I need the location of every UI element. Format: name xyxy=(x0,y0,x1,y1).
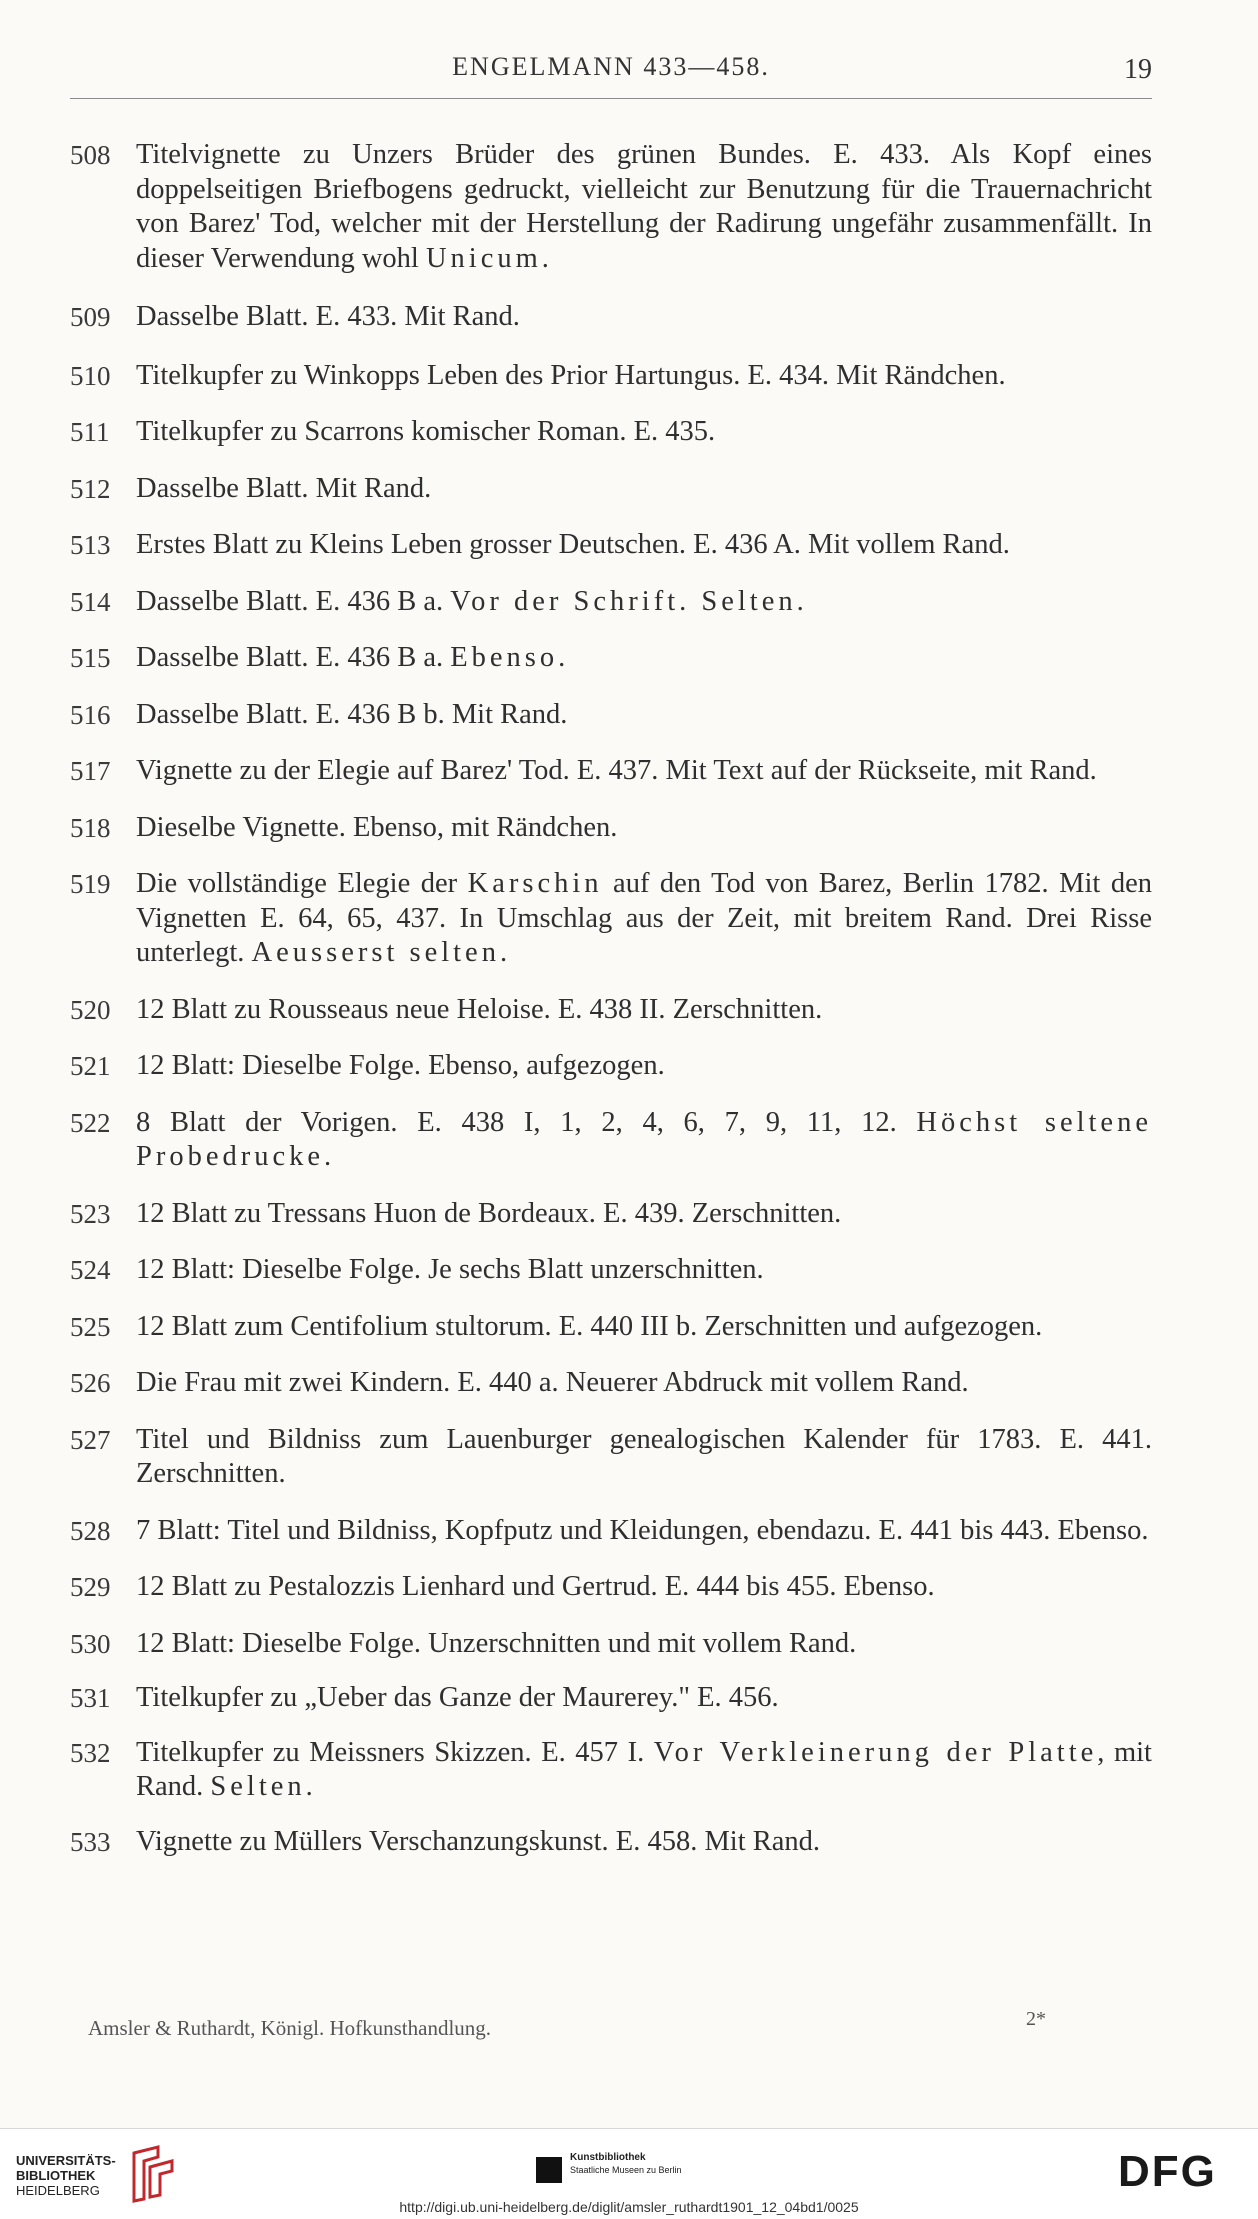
entry-text-part: 12 Blatt: Dieselbe Folge. Unzerschnitten und mit vollem Rand. xyxy=(136,1627,857,1659)
entry-text-part: Titelkupfer zu Scarrons komischer Roman. E. 435. xyxy=(136,416,716,447)
catalog-entry xyxy=(70,585,1152,620)
permalink-url[interactable]: http://digi.ub.uni-heidelberg.de/diglit/amsler_ruthardt1901_12_04bd1/0025 xyxy=(399,2199,859,2215)
catalog-entry xyxy=(70,641,1152,676)
library-emblem-icon xyxy=(128,2145,178,2203)
page-number: 19 xyxy=(1124,54,1152,85)
catalog-entry xyxy=(70,1366,1152,1401)
entry-text-part: 12 Blatt zum Centifolium stultorum. E. 440 III b. Zerschnitten und aufgezogen. xyxy=(136,1310,1043,1342)
emphasis-text: Höchst seltene Probedrucke xyxy=(136,1106,1152,1172)
entry-number: 524 xyxy=(70,1255,111,1285)
catalog-entry xyxy=(70,1049,1152,1084)
entry-text xyxy=(136,1367,969,1398)
kunstbibliothek-icon xyxy=(536,2157,562,2183)
entry-text xyxy=(136,1826,820,1857)
entry-text-part: 12 Blatt: Dieselbe Folge. Ebenso, aufgezogen. xyxy=(136,1050,665,1081)
catalog-entry xyxy=(70,1197,1152,1232)
entry-text xyxy=(136,1050,665,1081)
entry-number: 517 xyxy=(70,756,111,786)
university-library-name xyxy=(16,2153,136,2198)
dfg-logo[interactable]: DFG xyxy=(1118,2147,1217,2196)
entry-text xyxy=(136,1107,1152,1173)
entry-text-part: 12 Blatt zu Rousseaus neue Heloise. E. 438 II. Zerschnitten. xyxy=(136,993,823,1025)
entry-text xyxy=(136,1682,779,1713)
entry-text xyxy=(136,1571,935,1602)
entry-text-part: , mit Rand. xyxy=(136,1736,1152,1802)
entry-text-part: . xyxy=(305,1771,313,1802)
catalog-entry xyxy=(70,415,1152,450)
entry-text-part: Erstes Blatt zu Kleins Leben grosser Deutschen. E. 436 A. Mit vollem Rand. xyxy=(136,529,1010,560)
entry-text-part: Titelvignette zu Unzers Brüder des grünen Bundes. E. 433. Als Kopf eines doppelseitigen Briefbogens gedruckt, vielleicht zur Benutzung für die Trauernachricht von Barez' Tod, welcher mit der Herstellung der Radirung ungefähr zusammenfällt. In dieser Verwendung wohl xyxy=(136,139,1152,274)
entry-number: 514 xyxy=(70,586,111,617)
catalog-entry xyxy=(70,754,1152,789)
entry-number: 512 xyxy=(70,473,111,504)
entry-number: 521 xyxy=(70,1051,111,1081)
catalog-entry xyxy=(70,867,1152,971)
catalog-entry xyxy=(70,698,1152,733)
entry-number: 515 xyxy=(70,643,111,673)
catalog-entry xyxy=(70,528,1152,563)
entry-text xyxy=(136,1254,764,1285)
entry-text-part: Titelkupfer zu Winkopps Leben des Prior Hartungus. E. 434. Mit Rändchen. xyxy=(136,359,1006,391)
entry-number: 529 xyxy=(70,1572,111,1602)
entry-text xyxy=(136,1628,856,1659)
entry-number: 527 xyxy=(70,1424,111,1455)
entry-number: 508 xyxy=(70,140,111,170)
university-library-logo[interactable] xyxy=(16,2145,186,2203)
entry-text-part: Dasselbe Blatt. E. 436 B a. xyxy=(136,642,451,673)
entry-text-part: . xyxy=(541,242,549,274)
catalog-entry xyxy=(70,1736,1152,1805)
emphasis-text: Unicum xyxy=(425,242,542,274)
catalog-entry xyxy=(70,1253,1152,1288)
publisher-credit: Amsler & Ruthardt, Königl. Hofkunsthandlung. xyxy=(88,2016,492,2040)
emphasis-text: Aeusserst selten xyxy=(251,937,500,968)
emphasis-text: Selten xyxy=(210,1771,306,1802)
catalog-entry xyxy=(70,1825,1152,1860)
entry-text xyxy=(136,642,565,673)
entry-text-part: . xyxy=(796,585,804,617)
catalog-entries xyxy=(70,138,1152,1881)
catalog-entry xyxy=(70,1681,1152,1716)
entry-number: 528 xyxy=(70,1515,111,1546)
entry-number: 511 xyxy=(70,417,110,447)
entry-text-part: Vignette zu Müllers Verschanzungskunst. E. 458. Mit Rand. xyxy=(136,1825,821,1857)
entry-text-part: auf den Tod von Barez, Berlin 1782. Mit den Vignetten E. 64, 65, 437. In Umschlag aus der Zeit, mit breitem Rand. Drei Risse unterlegt. xyxy=(136,868,1152,968)
page-header xyxy=(70,52,1152,99)
entry-text xyxy=(136,812,617,843)
entry-text xyxy=(136,1198,841,1229)
entry-text-part: Titelkupfer zu „Ueber das Ganze der Maurerey." E. 456. xyxy=(136,1682,779,1713)
entry-text-part: 12 Blatt zu Pestalozzis Lienhard und Gertrud. E. 444 bis 455. Ebenso. xyxy=(136,1571,935,1602)
catalog-entry xyxy=(70,1423,1152,1492)
entry-text-part: 12 Blatt zu Tressans Huon de Bordeaux. E. 439. Zerschnitten. xyxy=(136,1197,842,1229)
running-title: ENGELMANN 433—458. xyxy=(452,52,770,81)
entry-text xyxy=(136,586,804,617)
uni-line-2: BIBLIOTHEK xyxy=(16,2168,96,2183)
kunstbibliothek-name xyxy=(570,2151,682,2176)
entry-number: 526 xyxy=(70,1368,111,1398)
emphasis-text: Karschin xyxy=(467,868,603,899)
entry-text xyxy=(136,529,1010,560)
entry-number: 530 xyxy=(70,1628,111,1659)
entry-text xyxy=(136,1515,1148,1546)
catalog-entry xyxy=(70,359,1152,394)
entry-text-part: Titelkupfer zu Meissners Skizzen. E. 457 I. xyxy=(136,1736,654,1768)
entry-number: 510 xyxy=(70,360,111,391)
catalog-entry xyxy=(70,811,1152,846)
entry-number: 525 xyxy=(70,1311,111,1342)
entry-text xyxy=(136,360,1006,391)
entry-text xyxy=(136,1737,1152,1803)
kb-title: Kunstbibliothek xyxy=(570,2152,646,2163)
entry-text xyxy=(136,1311,1042,1342)
uni-line-3: HEIDELBERG xyxy=(16,2183,100,2198)
emphasis-text: Ebenso xyxy=(450,642,559,673)
entry-number: 516 xyxy=(70,699,111,730)
entry-number: 523 xyxy=(70,1198,111,1229)
entry-number: 533 xyxy=(70,1826,111,1857)
entry-number: 513 xyxy=(70,530,111,560)
uni-line-1: UNIVERSITÄTS- xyxy=(16,2153,116,2168)
entry-number: 532 xyxy=(70,1737,111,1768)
entry-text-part: Die Frau mit zwei Kindern. E. 440 a. Neuerer Abdruck mit vollem Rand. xyxy=(136,1367,969,1398)
entry-number: 522 xyxy=(70,1107,111,1138)
entry-text-part: 7 Blatt: Titel und Bildniss, Kopfputz und Kleidungen, ebendazu. E. 441 bis 443. Ebenso. xyxy=(136,1514,1149,1546)
entry-text xyxy=(136,1424,1152,1490)
catalog-entry xyxy=(70,300,1152,335)
entry-text xyxy=(136,416,715,447)
entry-text xyxy=(136,301,520,332)
entry-number: 518 xyxy=(70,812,111,843)
entry-text-part: Die vollständige Elegie der xyxy=(136,868,468,899)
entry-text-part: . xyxy=(324,1141,332,1172)
catalog-entry xyxy=(70,1106,1152,1175)
entry-text-part: Vignette zu der Elegie auf Barez' Tod. E. 437. Mit Text auf der Rückseite, mit Rand. xyxy=(136,755,1097,786)
catalog-entry xyxy=(70,1627,1152,1662)
catalog-entry xyxy=(70,472,1152,507)
catalog-entry xyxy=(70,1310,1152,1345)
entry-text-part: Dasselbe Blatt. E. 433. Mit Rand. xyxy=(136,301,520,332)
catalog-entry xyxy=(70,138,1152,276)
entry-text xyxy=(136,699,567,730)
signature-mark: 2* xyxy=(1026,2008,1046,2030)
entry-text xyxy=(136,868,1152,968)
entry-text xyxy=(136,139,1152,274)
entry-text xyxy=(136,994,822,1025)
entry-text-part: 8 Blatt der Vorigen. E. 438 I, 1, 2, 4, 6, 7, 9, 11, 12. xyxy=(136,1106,917,1138)
kb-subtitle: Staatliche Museen zu Berlin xyxy=(570,2165,682,2175)
catalog-entry xyxy=(70,1570,1152,1605)
entry-number: 520 xyxy=(70,994,111,1025)
entry-number: 519 xyxy=(70,869,111,899)
entry-text-part: . xyxy=(499,937,508,968)
entry-text-part: 12 Blatt: Dieselbe Folge. Je sechs Blatt unzerschnitten. xyxy=(136,1254,764,1285)
entry-number: 531 xyxy=(70,1683,111,1713)
entry-text xyxy=(136,473,431,504)
emphasis-text: Vor der Schrift. Selten xyxy=(450,585,797,617)
entry-text-part: Dasselbe Blatt. Mit Rand. xyxy=(136,472,432,504)
kunstbibliothek-logo[interactable] xyxy=(536,2149,756,2189)
entry-number: 509 xyxy=(70,302,111,332)
entry-text-part: Dasselbe Blatt. E. 436 B a. xyxy=(136,585,451,617)
catalog-entry xyxy=(70,993,1152,1028)
entry-text-part: Dieselbe Vignette. Ebenso, mit Rändchen. xyxy=(136,811,618,843)
entry-text-part: Dasselbe Blatt. E. 436 B b. Mit Rand. xyxy=(136,698,568,730)
entry-text xyxy=(136,755,1097,786)
catalog-entry xyxy=(70,1514,1152,1549)
entry-text-part: Titel und Bildniss zum Lauenburger genealogischen Kalender für 1783. E. 441. Zerschnitten. xyxy=(136,1423,1152,1489)
emphasis-text: Vor Verkleinerung der Platte xyxy=(653,1736,1098,1768)
digitization-bar xyxy=(0,2128,1258,2219)
entry-text-part: . xyxy=(558,642,566,673)
